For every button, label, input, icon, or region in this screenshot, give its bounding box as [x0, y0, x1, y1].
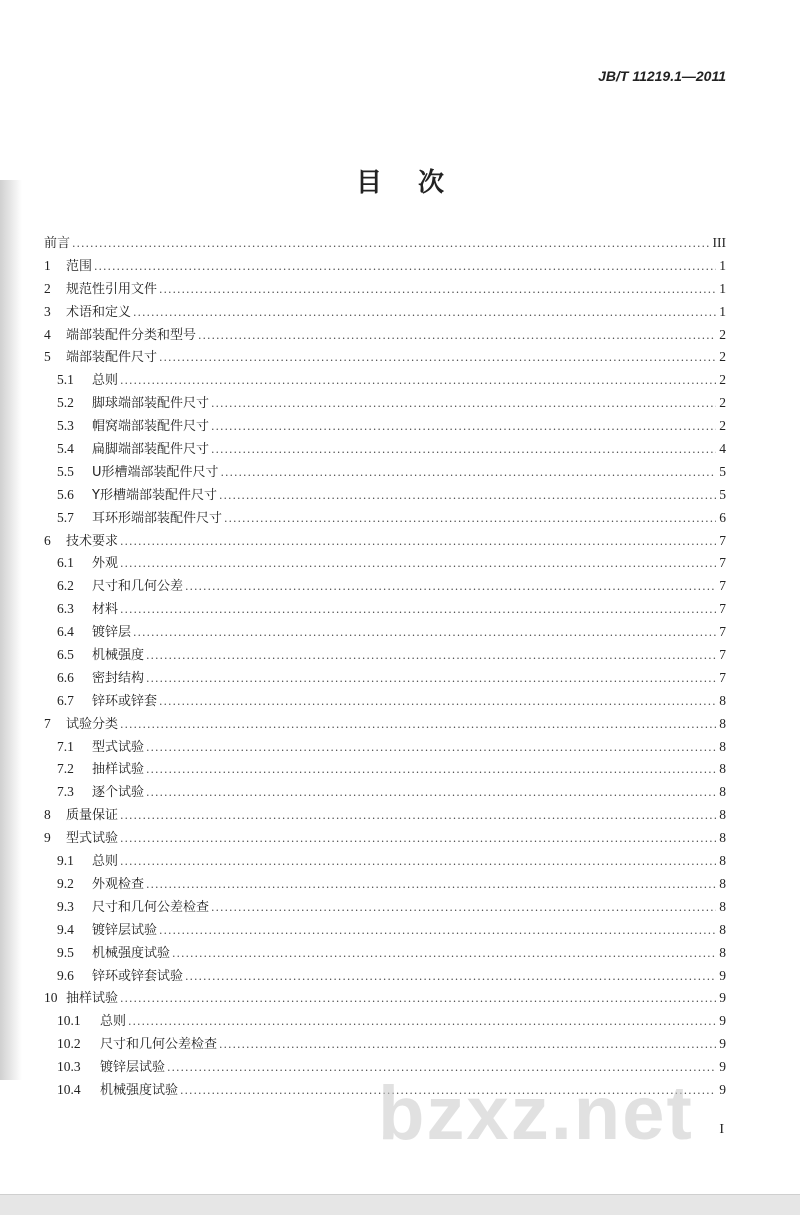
- toc-entry-number: 9.1: [57, 853, 74, 869]
- toc-entry-title: 前言: [44, 236, 71, 251]
- toc-entry-number: 6: [44, 532, 51, 548]
- toc-entry-number: 9.2: [57, 875, 74, 891]
- toc-entry-number: 6.7: [57, 692, 74, 708]
- toc-entry-title: 外观: [92, 556, 119, 572]
- toc-entry-page: 4: [719, 441, 726, 457]
- toc-entry-number: 6.1: [57, 555, 74, 571]
- toc-entry-number: 1: [44, 257, 51, 273]
- toc-entry[interactable]: [44, 369, 726, 392]
- toc-entry-number: 9.6: [57, 967, 74, 983]
- toc-leader-dots: [198, 325, 716, 348]
- toc-entry-title: 总则: [92, 373, 119, 389]
- toc-entry-title: U形槽端部装配件尺寸: [92, 464, 219, 480]
- toc-entry-title: 锌环或锌套: [92, 693, 158, 709]
- toc-entry-number: 10: [44, 990, 58, 1006]
- toc-entry-title: 扁脚端部装配件尺寸: [92, 442, 210, 458]
- toc-entry-page: 7: [719, 555, 726, 571]
- toc-entry[interactable]: [44, 667, 726, 690]
- toc-entry[interactable]: [44, 781, 726, 804]
- toc-entry-page: 7: [719, 578, 726, 594]
- toc-entry-title: 抽样试验: [92, 762, 145, 778]
- toc-entry-title: 逐个试验: [92, 785, 145, 801]
- toc-entry-number: 5: [44, 349, 51, 365]
- toc-entry-page: 2: [719, 395, 726, 411]
- toc-entry-page: 8: [719, 715, 726, 731]
- toc-entry-number: 6.4: [57, 624, 74, 640]
- toc-entry-title: 质量保证: [66, 808, 119, 824]
- toc-entry[interactable]: [44, 301, 726, 324]
- toc-entry-number: 5.5: [57, 463, 74, 479]
- toc-leader-dots: [133, 302, 716, 325]
- toc-entry-number: 10.2: [57, 1036, 81, 1052]
- toc-entry-title: 材料: [92, 602, 119, 618]
- toc-entry-number: 4: [44, 326, 51, 342]
- toc-leader-dots: [120, 805, 716, 828]
- toc-entry[interactable]: [44, 530, 726, 553]
- toc-entry-page: 8: [719, 898, 726, 914]
- toc-entry[interactable]: [44, 507, 726, 530]
- toc-entry-title: 尺寸和几何公差检查: [100, 1037, 218, 1053]
- page-number: I: [719, 1122, 724, 1137]
- toc-entry[interactable]: [44, 324, 726, 347]
- toc-entry-number: 5.4: [57, 441, 74, 457]
- toc-entry-page: 1: [719, 303, 726, 319]
- toc-leader-dots: [219, 1034, 716, 1057]
- toc-leader-dots: [146, 668, 716, 691]
- toc-entry[interactable]: [44, 621, 726, 644]
- toc-entry-title: 抽样试验: [66, 991, 119, 1007]
- toc-entry[interactable]: [44, 804, 726, 827]
- toc-entry-number: 6.3: [57, 601, 74, 617]
- toc-leader-dots: [211, 416, 716, 439]
- toc-entry-title: 镀锌层试验: [92, 922, 158, 938]
- toc-leader-dots: [159, 279, 716, 302]
- toc-entry[interactable]: [44, 690, 726, 713]
- toc-entry-number: 9.4: [57, 921, 74, 937]
- toc-entry[interactable]: [44, 896, 726, 919]
- toc-leader-dots: [219, 485, 716, 508]
- toc-leader-dots: [211, 393, 716, 416]
- toc-entry[interactable]: [44, 942, 726, 965]
- toc-entry-title: 术语和定义: [66, 304, 132, 320]
- toc-entry-page: 8: [719, 853, 726, 869]
- toc-entry[interactable]: [44, 392, 726, 415]
- toc-leader-dots: [146, 782, 716, 805]
- toc-entry-number: 9.5: [57, 944, 74, 960]
- toc-entry-title: 尺寸和几何公差: [92, 579, 184, 595]
- viewer-bottom-bar: [0, 1194, 800, 1215]
- toc-entry-number: 9: [44, 830, 51, 846]
- toc-entry-page: 7: [719, 532, 726, 548]
- toc-leader-dots: [146, 759, 716, 782]
- toc-entry-page: 2: [719, 418, 726, 434]
- toc-entry-number: 3: [44, 303, 51, 319]
- toc-entry[interactable]: [44, 873, 726, 896]
- toc-entry[interactable]: [44, 1033, 726, 1056]
- toc-entry-page: III: [712, 235, 726, 250]
- toc-entry-title: 机械强度试验: [92, 945, 171, 961]
- toc-leader-dots: [224, 508, 716, 531]
- toc-entry-page: 8: [719, 921, 726, 937]
- toc-entry-page: 8: [719, 692, 726, 708]
- toc-entry-number: 7: [44, 715, 51, 731]
- toc-leader-dots: [120, 988, 716, 1011]
- toc-leader-dots: [185, 576, 716, 599]
- toc-leader-dots: [159, 691, 716, 714]
- toc-entry-number: 10.4: [57, 1081, 81, 1097]
- toc-entry-title: 帽窝端部装配件尺寸: [92, 419, 210, 435]
- toc-entry-page: 9: [719, 967, 726, 983]
- standard-code: JB/T 11219.1—2011: [598, 68, 726, 84]
- toc-leader-dots: [146, 645, 716, 668]
- toc-entry-page: 1: [719, 280, 726, 296]
- toc-entry-title: 尺寸和几何公差检查: [92, 899, 210, 915]
- toc-entry[interactable]: [44, 255, 726, 278]
- toc-entry-page: 2: [719, 372, 726, 388]
- toc-entry[interactable]: [44, 644, 726, 667]
- watermark: bzxz.net: [378, 1071, 694, 1156]
- toc-entry-number: 5.3: [57, 418, 74, 434]
- toc-entry-title: 脚球端部装配件尺寸: [92, 396, 210, 412]
- toc-entry-page: 8: [719, 784, 726, 800]
- toc-entry-page: 8: [719, 944, 726, 960]
- toc-entry[interactable]: [44, 552, 726, 575]
- toc-entry-title: 端部装配件尺寸: [66, 350, 158, 366]
- toc-leader-dots: [72, 233, 710, 256]
- toc-entry[interactable]: [44, 598, 726, 621]
- toc-entry-page: 7: [719, 601, 726, 617]
- toc-entry-number: 6.5: [57, 647, 74, 663]
- toc-entry-page: 8: [719, 830, 726, 846]
- toc-leader-dots: [159, 920, 716, 943]
- toc-entry-title: 耳环形端部装配件尺寸: [92, 510, 223, 526]
- scan-edge-shadow: [0, 180, 22, 1080]
- toc-leader-dots: [120, 599, 716, 622]
- toc-entry-title: 型式试验: [66, 831, 119, 847]
- toc-entry[interactable]: [44, 758, 726, 781]
- toc-leader-dots: [120, 370, 716, 393]
- toc-entry[interactable]: [44, 965, 726, 988]
- toc-entry-title: 范围: [66, 258, 93, 274]
- toc-entry-page: 7: [719, 647, 726, 663]
- toc-entry-title: Y形槽端部装配件尺寸: [92, 487, 217, 503]
- toc-leader-dots: [120, 714, 716, 737]
- toc-entry-page: 2: [719, 326, 726, 342]
- toc-entry-page: 9: [719, 1013, 726, 1029]
- toc-entry-title: 镀锌层试验: [100, 1060, 166, 1076]
- toc-entry-page: 9: [719, 990, 726, 1006]
- toc-entry[interactable]: [44, 484, 726, 507]
- toc-leader-dots: [120, 828, 716, 851]
- toc-entry-page: 2: [719, 349, 726, 365]
- toc-entry[interactable]: [44, 919, 726, 942]
- table-of-contents: [44, 232, 726, 1102]
- toc-entry-page: 8: [719, 807, 726, 823]
- toc-entry-number: 7.2: [57, 761, 74, 777]
- toc-entry-page: 9: [719, 1081, 726, 1097]
- toc-entry-title: 端部装配件分类和型号: [66, 327, 197, 343]
- toc-entry-number: 6.6: [57, 669, 74, 685]
- toc-leader-dots: [185, 966, 716, 989]
- toc-entry[interactable]: [44, 987, 726, 1010]
- page-title: 目次: [355, 168, 480, 198]
- toc-entry-page: 9: [719, 1059, 726, 1075]
- toc-entry-number: 10.3: [57, 1059, 81, 1075]
- toc-entry[interactable]: [44, 346, 726, 369]
- toc-entry-title: 密封结构: [92, 670, 145, 686]
- toc-entry[interactable]: [44, 713, 726, 736]
- toc-entry[interactable]: [44, 438, 726, 461]
- toc-entry-title: 规范性引用文件: [66, 281, 158, 297]
- toc-entry[interactable]: [44, 827, 726, 850]
- toc-entry[interactable]: [44, 232, 726, 255]
- toc-leader-dots: [146, 737, 716, 760]
- toc-entry-page: 6: [719, 509, 726, 525]
- toc-entry-number: 2: [44, 280, 51, 296]
- toc-entry[interactable]: [44, 1010, 726, 1033]
- toc-leader-dots: [211, 897, 716, 920]
- toc-leader-dots: [120, 531, 716, 554]
- toc-entry-page: 7: [719, 669, 726, 685]
- toc-leader-dots: [128, 1011, 716, 1034]
- toc-entry-title: 型式试验: [92, 739, 145, 755]
- toc-entry[interactable]: [44, 850, 726, 873]
- toc-entry-title: 试验分类: [66, 716, 119, 732]
- toc-entry-number: 8: [44, 807, 51, 823]
- toc-entry-number: 7.1: [57, 738, 74, 754]
- toc-entry-page: 8: [719, 738, 726, 754]
- toc-entry-title: 外观检查: [92, 876, 145, 892]
- toc-leader-dots: [120, 851, 716, 874]
- toc-leader-dots: [221, 462, 716, 485]
- toc-entry-page: 5: [719, 463, 726, 479]
- toc-leader-dots: [211, 439, 716, 462]
- toc-entry-page: 7: [719, 624, 726, 640]
- toc-entry-number: 5.6: [57, 486, 74, 502]
- toc-entry-number: 5.1: [57, 372, 74, 388]
- toc-leader-dots: [120, 553, 716, 576]
- toc-entry[interactable]: [44, 736, 726, 759]
- toc-entry-title: 总则: [92, 854, 119, 870]
- toc-leader-dots: [94, 256, 716, 279]
- toc-entry[interactable]: [44, 415, 726, 438]
- toc-entry-title: 镀锌层: [92, 625, 132, 641]
- toc-entry-page: 8: [719, 875, 726, 891]
- toc-entry-title: 机械强度: [92, 648, 145, 664]
- toc-entry-title: 总则: [100, 1014, 127, 1030]
- toc-entry-number: 9.3: [57, 898, 74, 914]
- toc-entry-page: 8: [719, 761, 726, 777]
- toc-entry-page: 5: [719, 486, 726, 502]
- toc-entry-title: 技术要求: [66, 533, 119, 549]
- toc-entry-title: 机械强度试验: [100, 1082, 179, 1098]
- toc-entry[interactable]: [44, 575, 726, 598]
- toc-entry-number: 5.2: [57, 395, 74, 411]
- toc-entry-page: 1: [719, 257, 726, 273]
- toc-entry-number: 7.3: [57, 784, 74, 800]
- toc-leader-dots: [172, 943, 716, 966]
- toc-leader-dots: [146, 874, 716, 897]
- toc-leader-dots: [133, 622, 716, 645]
- toc-entry-number: 5.7: [57, 509, 74, 525]
- toc-entry-title: 锌环或锌套试验: [92, 968, 184, 984]
- toc-entry[interactable]: [44, 278, 726, 301]
- toc-entry-number: 6.2: [57, 578, 74, 594]
- toc-leader-dots: [159, 347, 716, 370]
- toc-entry-number: 10.1: [57, 1013, 81, 1029]
- toc-entry[interactable]: [44, 461, 726, 484]
- toc-entry-page: 9: [719, 1036, 726, 1052]
